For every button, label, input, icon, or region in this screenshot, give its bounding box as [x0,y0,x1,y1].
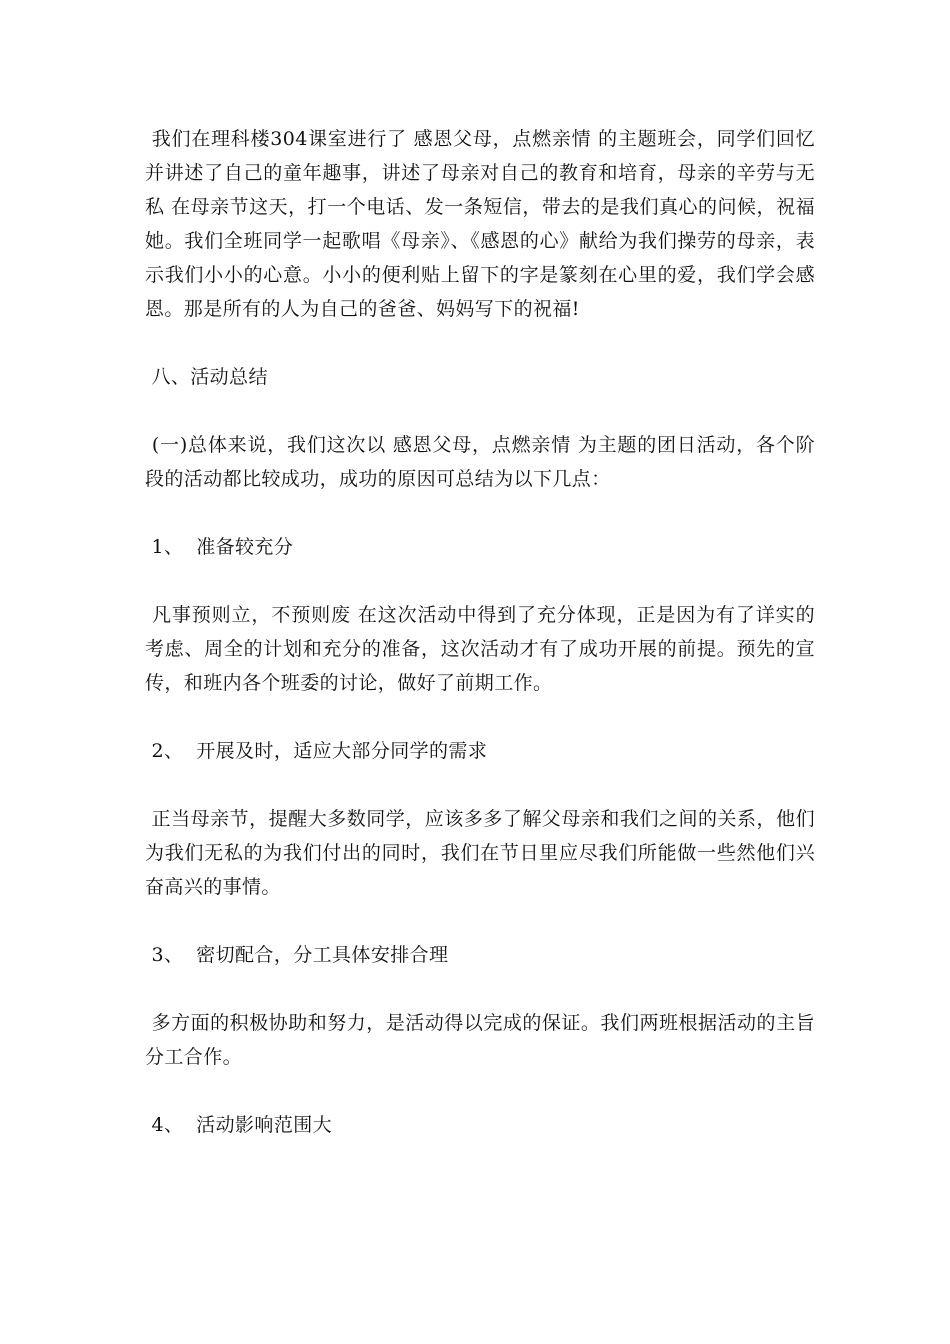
paragraph-gap [145,904,815,938]
paragraph-point-1: 凡事预则立，不预则废 在这次活动中得到了充分体现，正是因为有了详实的考虑、周全的计划和充分的准备，这次活动才有了成功开展的前提。预先的宣传，和班内各个班委的讨论，做好了前期工作。 [145,604,815,694]
paragraph-gap [145,394,815,428]
paragraph-class-meeting: 我们在理科楼304课室进行了 感恩父母，点燃亲情 的主题班会，同学们回忆并讲述了自己的童年趣事，讲述了母亲对自己的教育和培育，母亲的辛劳与无私 在母亲节这天，打一个电话、发一条短信，带去的是我们真心的问候，祝福她。我们全班同学一起歌唱《母亲》、《感恩的心》献给为我们操劳的母亲，表示我们小小的心意。小小的便利贴上留下的字是篆刻在心里的爱，我们学会感恩。那是所有的人为自己的爸爸、妈妈写下的祝福! [145,128,815,320]
paragraph-gap [145,700,815,734]
section-heading-summary: 八、活动总结 [145,366,268,388]
paragraph-gap [145,972,815,1006]
paragraph-overall: (一)总体来说，我们这次以 感恩父母，点燃亲情 为主题的团日活动，各个阶段的活动都比较成功，成功的原因可总结为以下几点： [145,434,815,490]
point-heading-1: 1、 准备较充分 [145,536,294,558]
paragraph-gap [145,326,815,360]
paragraph-gap [145,768,815,802]
paragraph-point-3: 多方面的积极协助和努力，是活动得以完成的保证。我们两班根据活动的主旨分工合作。 [145,1012,815,1068]
paragraph-gap [145,496,815,530]
point-heading-4: 4、 活动影响范围大 [145,1114,333,1136]
point-heading-2: 2、 开展及时，适应大部分同学的需求 [145,740,488,762]
point-heading-3: 3、 密切配合，分工具体安排合理 [145,944,449,966]
paragraph-gap [145,1074,815,1108]
paragraph-gap [145,564,815,598]
paragraph-point-2: 正当母亲节，提醒大多数同学，应该多多了解父母亲和我们之间的关系，他们为我们无私的为我们付出的同时，我们在节日里应尽我们所能做一些然他们兴奋高兴的事情。 [145,808,815,898]
document-body [145,122,815,1142]
